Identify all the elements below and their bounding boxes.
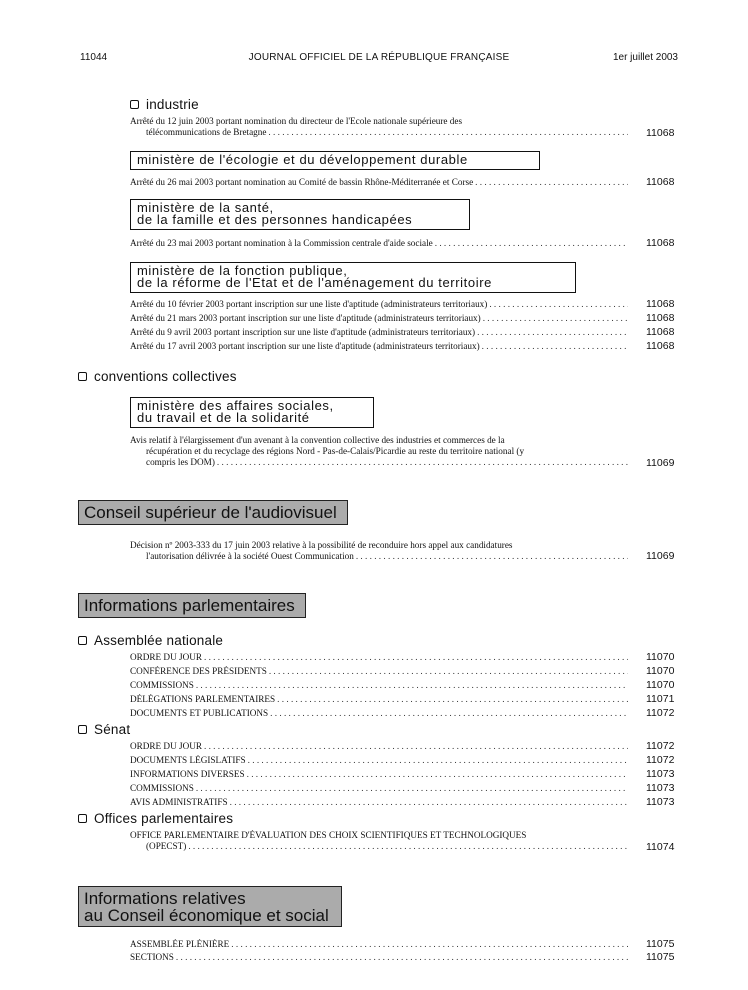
section-title: Sénat bbox=[94, 722, 131, 737]
banner-title: Conseil supérieur de l'audiovisuel bbox=[84, 503, 337, 522]
section-industrie bbox=[130, 97, 199, 112]
entry-text: COMMISSIONS bbox=[130, 680, 194, 690]
banner-parlementaires bbox=[78, 593, 306, 618]
entry-ecologie[interactable] bbox=[130, 177, 628, 188]
page-ref[interactable]: 11073 bbox=[646, 782, 675, 794]
entry-conventions[interactable] bbox=[130, 435, 628, 468]
page-ref[interactable]: 11068 bbox=[646, 340, 675, 352]
banner-csa bbox=[78, 500, 348, 525]
entry-an-1[interactable] bbox=[130, 652, 628, 663]
entry-text: DÉLÉGATIONS PARLEMENTAIRES bbox=[130, 694, 276, 704]
entry-text: ASSEMBLÉE PLÉNIÈRE bbox=[130, 939, 230, 949]
entry-text: compris les DOM) bbox=[146, 457, 215, 467]
entry-text: Avis relatif à l'élargissement d'un avenant à la convention collective des industries et commerces de la bbox=[130, 435, 505, 445]
entry-ces-2[interactable] bbox=[130, 952, 628, 963]
entry-text: Arrêté du 26 mai 2003 portant nomination au Comité de bassin Rhône-Méditerranée et Corse bbox=[130, 177, 474, 187]
entry-text: OFFICE PARLEMENTAIRE D'ÉVALUATION DES CHOIX SCIENTIFIQUES ET TECHNOLOGIQUES bbox=[130, 830, 527, 840]
entry-text: (OPECST) bbox=[146, 841, 187, 851]
issue-date: 1er juillet 2003 bbox=[612, 52, 678, 63]
entry-fp-4[interactable] bbox=[130, 341, 628, 352]
entry-an-4[interactable] bbox=[130, 694, 628, 705]
entry-csa[interactable] bbox=[130, 540, 628, 562]
checkbox-square-icon bbox=[78, 372, 87, 381]
section-senat bbox=[78, 722, 130, 737]
page-ref[interactable]: 11072 bbox=[646, 754, 675, 766]
page-ref[interactable]: 11070 bbox=[646, 665, 675, 677]
entry-text: l'autorisation délivrée à la société Ouest Communication bbox=[146, 551, 354, 561]
ministry-title-line1: ministère de la fonction publique, bbox=[137, 263, 348, 278]
entry-industrie[interactable] bbox=[130, 116, 628, 138]
entry-text: Arrêté du 9 avril 2003 portant inscription sur une liste d'aptitude (administrateurs territoriaux) bbox=[130, 327, 476, 337]
banner-title-line2: au Conseil économique et social bbox=[84, 906, 329, 925]
entry-text: récupération et du recyclage des régions Nord - Pas-de-Calais/Picardie au reste du territoire national (y bbox=[146, 446, 525, 456]
entry-text: Arrêté du 17 avril 2003 portant inscription sur une liste d'aptitude (administrateurs territoriaux) bbox=[130, 341, 480, 351]
entry-senat-1[interactable] bbox=[130, 741, 628, 752]
section-offices bbox=[78, 811, 233, 826]
page-ref[interactable]: 11075 bbox=[646, 938, 675, 950]
entry-fp-3[interactable] bbox=[130, 327, 628, 338]
checkbox-square-icon bbox=[78, 814, 87, 823]
entry-senat-4[interactable] bbox=[130, 783, 628, 794]
entry-fp-1[interactable] bbox=[130, 299, 628, 310]
page-ref[interactable]: 11072 bbox=[646, 740, 675, 752]
entry-text: INFORMATIONS DIVERSES bbox=[130, 769, 245, 779]
entry-text: DOCUMENTS ET PUBLICATIONS bbox=[130, 708, 269, 718]
entry-text: DOCUMENTS LÉGISLATIFS bbox=[130, 755, 246, 765]
section-conventions bbox=[78, 369, 237, 384]
page-ref[interactable]: 11068 bbox=[646, 127, 675, 139]
section-title: conventions collectives bbox=[94, 369, 237, 384]
checkbox-square-icon bbox=[78, 636, 87, 645]
entry-senat-5[interactable] bbox=[130, 797, 628, 808]
entry-text: Arrêté du 10 février 2003 portant inscription sur une liste d'aptitude (administrateurs territoriaux) bbox=[130, 299, 488, 309]
ministry-box-ecologie bbox=[130, 151, 540, 170]
page-ref[interactable]: 11071 bbox=[646, 693, 675, 705]
entry-opecst[interactable] bbox=[130, 830, 628, 852]
page-ref[interactable]: 11068 bbox=[646, 312, 675, 324]
page-ref[interactable]: 11073 bbox=[646, 768, 675, 780]
entry-text: télécommunications de Bretagne bbox=[146, 127, 267, 137]
page-ref[interactable]: 11075 bbox=[646, 951, 675, 963]
banner-title-line1: Informations relatives bbox=[84, 889, 246, 908]
ministry-title: ministère de l'écologie et du développement durable bbox=[137, 152, 468, 167]
entry-text: Arrêté du 23 mai 2003 portant nomination à la Commission centrale d'aide sociale bbox=[130, 238, 433, 248]
page-ref[interactable]: 11069 bbox=[646, 457, 675, 469]
page-ref[interactable]: 11072 bbox=[646, 707, 675, 719]
page-ref[interactable]: 11070 bbox=[646, 651, 675, 663]
entry-text: Décision nº 2003-333 du 17 juin 2003 relative à la possibilité de reconduire hors appel aux candidatures bbox=[130, 540, 513, 550]
entry-text: ORDRE DU JOUR bbox=[130, 652, 202, 662]
entry-text: SECTIONS bbox=[130, 952, 174, 962]
ministry-box-sante bbox=[130, 199, 470, 230]
entry-sante[interactable] bbox=[130, 238, 628, 249]
page-ref[interactable]: 11073 bbox=[646, 796, 675, 808]
entry-an-5[interactable] bbox=[130, 708, 628, 719]
entry-text: ORDRE DU JOUR bbox=[130, 741, 202, 751]
section-title: Offices parlementaires bbox=[94, 811, 234, 826]
ministry-box-affaires-sociales bbox=[130, 397, 374, 428]
entry-ces-1[interactable] bbox=[130, 939, 628, 950]
checkbox-square-icon bbox=[78, 725, 87, 734]
section-assemblee bbox=[78, 633, 223, 648]
page-ref[interactable]: 11068 bbox=[646, 176, 675, 188]
entry-text: Arrêté du 12 juin 2003 portant nomination du directeur de l'Ecole nationale supérieure des bbox=[130, 116, 463, 126]
banner-title: Informations parlementaires bbox=[84, 596, 295, 615]
page-ref[interactable]: 11070 bbox=[646, 679, 675, 691]
entry-senat-2[interactable] bbox=[130, 755, 628, 766]
section-title: industrie bbox=[146, 97, 199, 112]
page-header bbox=[80, 52, 678, 66]
ministry-title-line1: ministère des affaires sociales, bbox=[137, 398, 334, 413]
page-ref[interactable]: 11069 bbox=[646, 550, 675, 562]
page-ref[interactable]: 11074 bbox=[646, 841, 675, 853]
entry-text: COMMISSIONS bbox=[130, 783, 194, 793]
banner-ces bbox=[78, 886, 342, 927]
page-ref[interactable]: 11068 bbox=[646, 237, 675, 249]
ministry-title-line2: de la famille et des personnes handicapées bbox=[137, 212, 413, 227]
journal-title: JOURNAL OFFICIEL DE LA RÉPUBLIQUE FRANÇAISE bbox=[248, 52, 510, 63]
entry-senat-3[interactable] bbox=[130, 769, 628, 780]
ministry-title-line1: ministère de la santé, bbox=[137, 200, 274, 215]
entry-text: CONFÉRENCE DES PRÉSIDENTS bbox=[130, 666, 267, 676]
page-ref[interactable]: 11068 bbox=[646, 326, 675, 338]
entry-text: AVIS ADMINISTRATIFS bbox=[130, 797, 228, 807]
entry-an-3[interactable] bbox=[130, 680, 628, 691]
checkbox-square-icon bbox=[130, 100, 139, 109]
entry-text: Arrêté du 21 mars 2003 portant inscription sur une liste d'aptitude (administrateurs territoriaux) bbox=[130, 313, 481, 323]
ministry-title-line2: de la réforme de l'Etat et de l'aménagement du territoire bbox=[137, 275, 492, 290]
ministry-title-line2: du travail et de la solidarité bbox=[137, 410, 310, 425]
section-title: Assemblée nationale bbox=[94, 633, 224, 648]
entry-an-2[interactable] bbox=[130, 666, 628, 677]
page-number: 11044 bbox=[80, 52, 108, 63]
ministry-box-fonction-publique bbox=[130, 262, 576, 293]
page-ref[interactable]: 11068 bbox=[646, 298, 675, 310]
entry-fp-2[interactable] bbox=[130, 313, 628, 324]
